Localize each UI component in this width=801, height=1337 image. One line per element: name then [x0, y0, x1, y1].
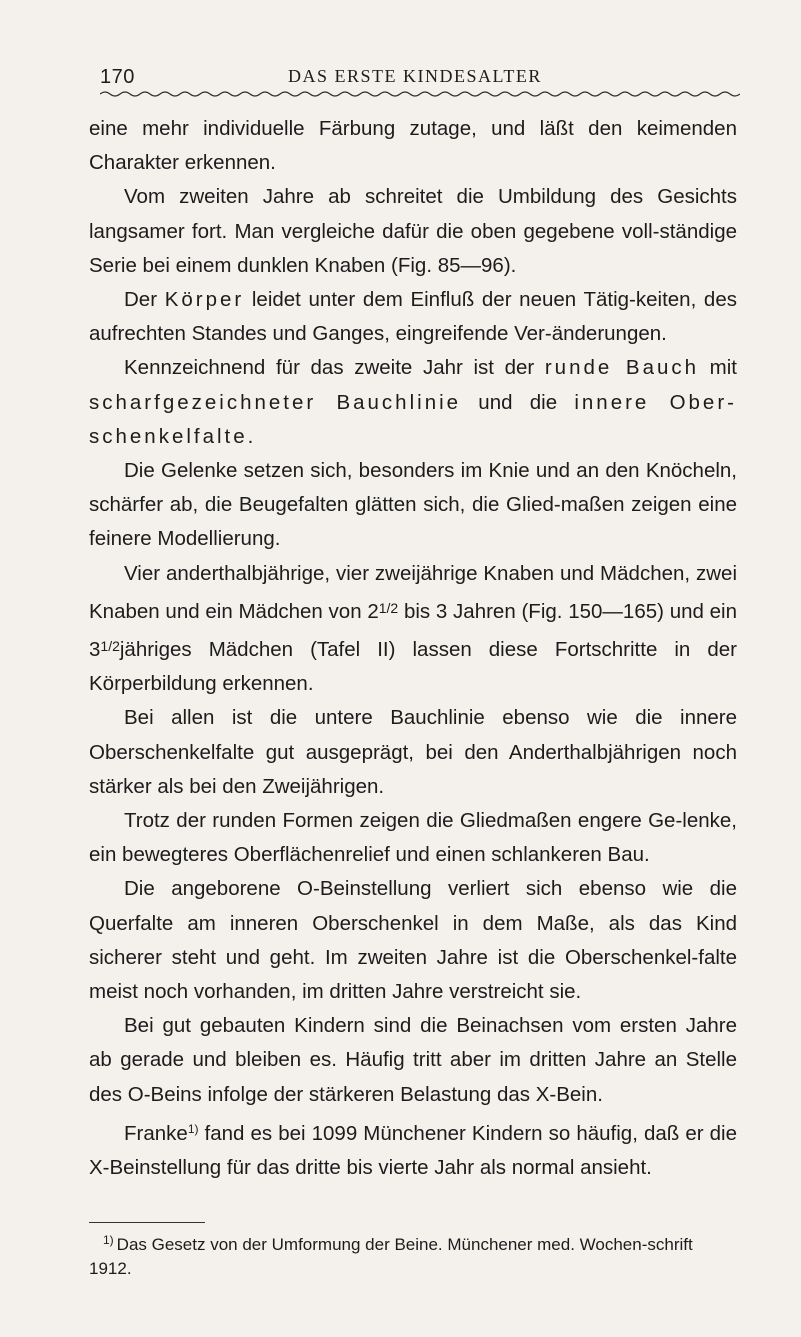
footnote-reference[interactable]: 1): [187, 1121, 199, 1136]
footnote-text: Das Gesetz von der Umformung der Beine. Münchener med. Wochen-schrift 1912.: [89, 1235, 693, 1278]
paragraph: Die angeborene O-Beinstellung verliert sich ebenso wie die Querfalte am inneren Oberschenkel in dem Maße, als das Kind sicherer steht und geht. Im zweiten Jahre ist die Oberschenkel-falte meist noch vorhanden, im dritten Jahre verstreicht sie.: [89, 877, 737, 1004]
page-header: [100, 66, 740, 106]
paragraph: Bei gut gebauten Kindern sind die Beinachsen vom ersten Jahre ab gerade und bleiben es. Häufig tritt aber im dritten Jahre an Stelle des O-Beins infolge der stärkeren Belastung das X-Bein.: [89, 1014, 737, 1106]
paragraph: Kennzeichnend für das zweite Jahr ist der runde Bauch mit scharfgezeichneter Bauchlinie und die innere Ober-schenkelfalte.: [89, 356, 737, 448]
paragraph: eine mehr individuelle Färbung zutage, und läßt den keimenden Charakter erkennen.: [89, 117, 737, 175]
emphasized-term: Körper: [164, 288, 245, 312]
paragraph: Bei allen ist die untere Bauchlinie ebenso wie die innere Oberschenkelfalte gut ausgeprägt, bei den Anderthalbjährigen noch stärker als bei den Zweijährigen.: [89, 706, 737, 798]
paragraph: Der Körper leidet unter dem Einfluß der neuen Tätig-keiten, des aufrechten Standes und Ganges, eingreifende Ver-änderungen.: [89, 288, 737, 346]
body-text: [89, 112, 737, 1185]
page-number: 170: [100, 66, 135, 88]
paragraph: Franke$^{1)}$ fand es bei 1099 Münchener Kindern so häufig, daß er die X-Beinstellung für das dritte bis vierte Jahr als normal ansieht.: [89, 1121, 737, 1180]
running-head: DAS ERSTE KINDESALTER: [288, 66, 542, 86]
fraction: 1/2: [100, 638, 120, 655]
header-wavy-rule: [100, 86, 740, 102]
footnote-rule: [89, 1222, 205, 1223]
footnote-mark: 1): [103, 1233, 114, 1247]
footnote: [89, 1228, 737, 1281]
emphasized-term: innere Ober-schenkelfalte: [89, 390, 737, 448]
emphasized-term: scharfgezeichneter Bauchlinie: [89, 390, 462, 414]
paragraph: Die Gelenke setzen sich, besonders im Knie und an den Knöcheln, schärfer ab, die Beugefalten glätten sich, die Glied-maßen zeigen eine feinere Modellierung.: [89, 459, 737, 551]
paragraph: Vier anderthalbjährige, vier zweijährige Knaben und Mädchen, zwei Knaben und ein Mädchen von $2^{1/2}$ bis 3 Jahren (Fig. 150—165) und ein $3^{1/2}jähriges$ Mädchen (Tafel II) lassen diese Fortschritte in der Körperbildung erkennen.: [89, 561, 737, 696]
emphasized-term: runde Bauch: [544, 356, 700, 380]
fraction: 1/2: [378, 599, 399, 616]
paragraph: Trotz der runden Formen zeigen die Gliedmaßen engere Ge-lenke, ein bewegteres Oberflächenrelief und einen schlankeren Bau.: [89, 809, 737, 867]
paragraph: Vom zweiten Jahre ab schreitet die Umbildung des Gesichts langsamer fort. Man vergleiche dafür die oben gegebene voll-ständige Serie bei einem dunklen Knaben (Fig. 85—96).: [89, 185, 737, 277]
